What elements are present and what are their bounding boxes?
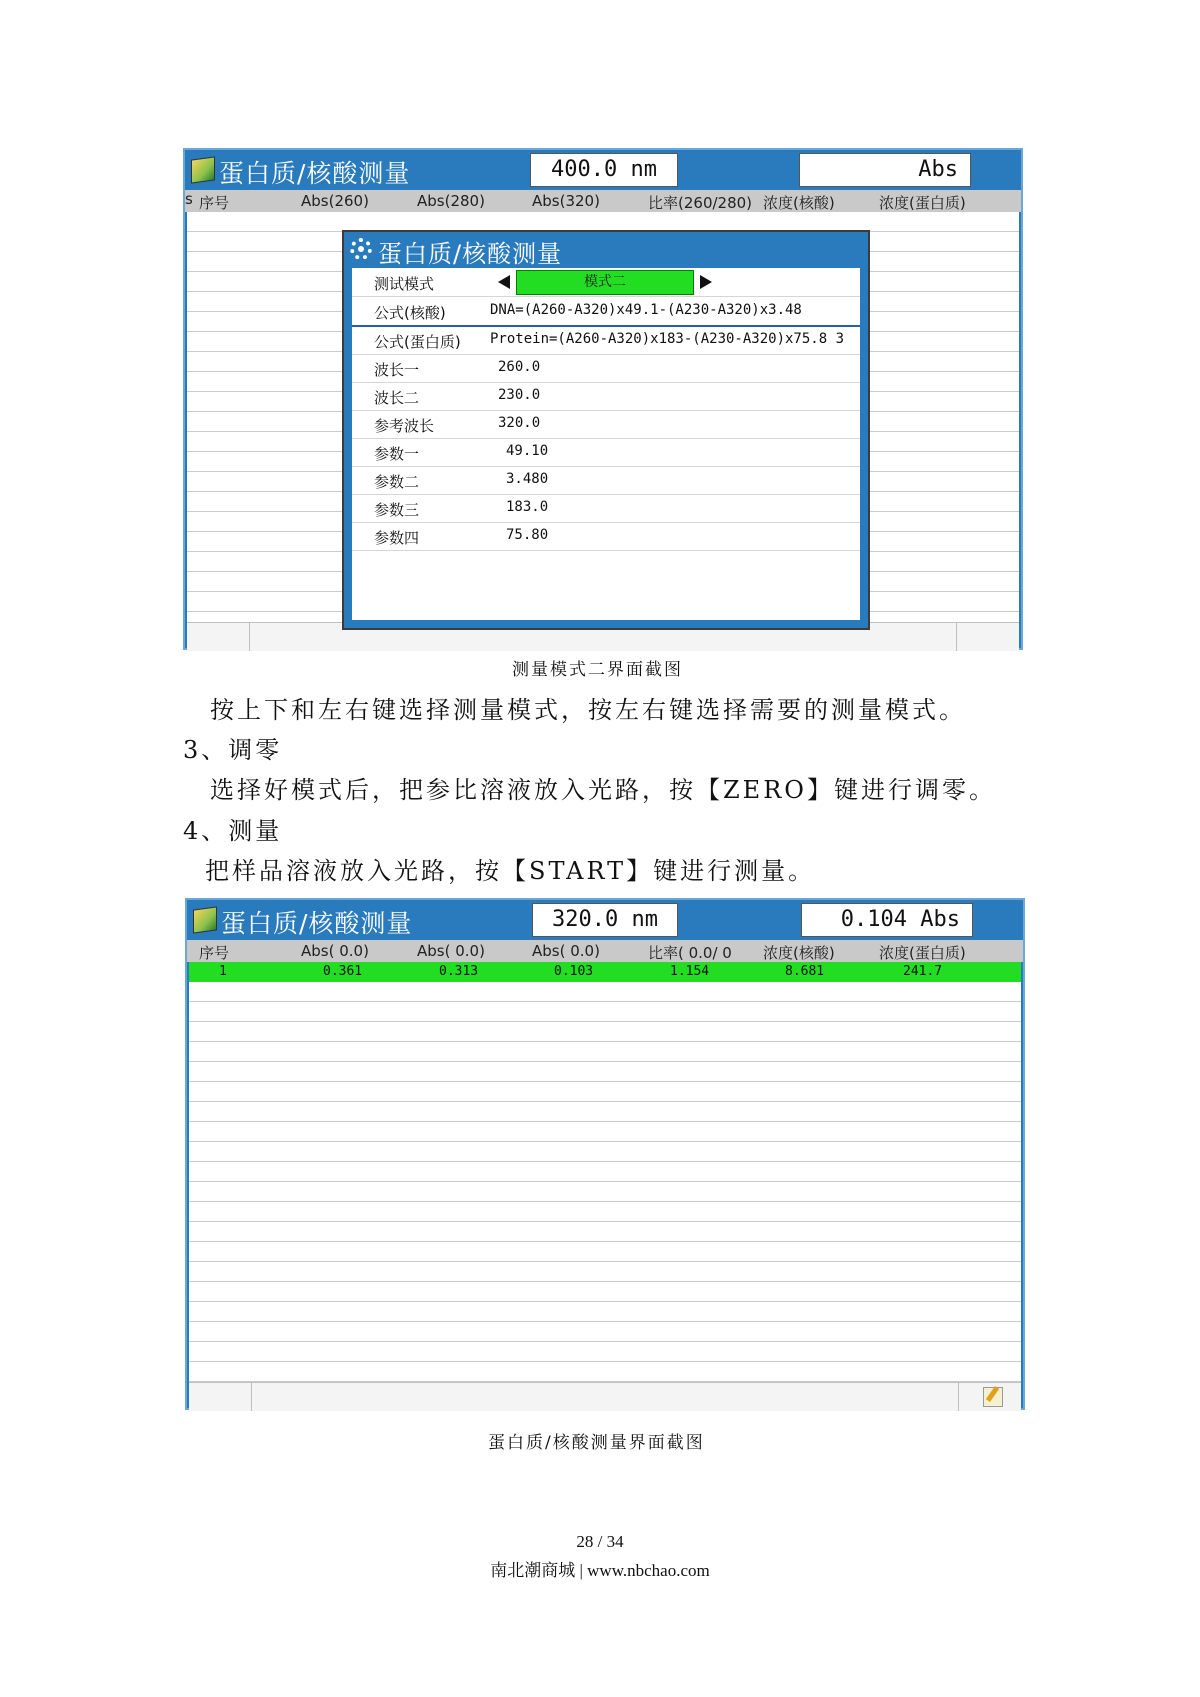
row-test-mode[interactable]	[352, 268, 860, 297]
site-footer: 南北潮商城 | www.nbchao.com	[490, 1561, 710, 1580]
row-formula-protein	[352, 326, 860, 355]
screen-title: 蛋白质/核酸测量	[219, 159, 411, 188]
value-param-3: 183.0	[506, 499, 549, 515]
cell-ratio: 1.154	[670, 964, 710, 979]
cell-index: 1	[219, 964, 227, 979]
status-bar	[189, 1382, 1021, 1411]
col-abs2: Abs(280)	[417, 192, 485, 210]
screen-title-bar	[187, 900, 1023, 940]
mode-two-screen	[183, 148, 1023, 650]
cell-abs2: 0.313	[439, 964, 479, 979]
paragraph-zero: 选择好模式后，把参比溶液放入光路，按【ZERO】键进行调零。	[210, 776, 996, 804]
value-wavelength-2: 230.0	[498, 387, 541, 403]
caption-2: 蛋白质/核酸测量界面截图	[488, 1433, 705, 1453]
screen-title-bar	[185, 150, 1021, 190]
row-wavelength-1	[352, 354, 860, 383]
arrow-left-icon[interactable]	[498, 275, 510, 289]
data-grid	[189, 982, 1021, 1382]
measurement-screen	[185, 898, 1025, 1410]
value-param-2: 3.480	[506, 471, 549, 487]
heading-measure: 4、测量	[183, 817, 283, 845]
col-index: 序号	[199, 194, 230, 212]
table-row[interactable]	[189, 962, 1021, 982]
row-param-2	[352, 466, 860, 495]
screen-title: 蛋白质/核酸测量	[221, 909, 413, 938]
cell-abs3: 0.103	[554, 964, 594, 979]
label-wavelength-2: 波长二	[374, 389, 420, 407]
row-param-1	[352, 438, 860, 467]
col-conc-nucleic: 浓度(核酸)	[763, 944, 835, 962]
col-abs1: Abs( 0.0)	[301, 942, 369, 960]
wavelength-display: 400.0 nm	[530, 153, 678, 187]
mode-selector[interactable]: 模式二	[516, 270, 694, 295]
label-param-3: 参数三	[374, 501, 420, 519]
col-abs3: Abs(320)	[532, 192, 600, 210]
row-param-3	[352, 494, 860, 523]
col-conc-nucleic: 浓度(核酸)	[763, 194, 835, 212]
reading-display: 0.104 Abs	[801, 903, 973, 937]
label-ref-wavelength: 参考波长	[374, 417, 435, 435]
col-conc-protein: 浓度(蛋白质)	[879, 194, 966, 212]
row-wavelength-2	[352, 382, 860, 411]
label-wavelength-1: 波长一	[374, 361, 420, 379]
cell-conc-protein: 241.7	[903, 964, 943, 979]
col-ratio: 比率( 0.0/ 0	[648, 944, 732, 962]
label-formula-protein: 公式(蛋白质)	[374, 333, 461, 351]
label-param-1: 参数一	[374, 445, 420, 463]
value-formula-nucleic: DNA=(A260-A320)x49.1-(A230-A320)x3.48	[490, 302, 802, 318]
page-number: 28 / 34	[576, 1532, 624, 1551]
caption-1: 测量模式二界面截图	[512, 660, 683, 680]
dialog-title: 蛋白质/核酸测量	[378, 240, 563, 268]
paragraph-1: 按上下和左右键选择测量模式，按左右键选择需要的测量模式。	[210, 696, 966, 724]
value-wavelength-1: 260.0	[498, 359, 541, 375]
value-ref-wavelength: 320.0	[498, 415, 541, 431]
cell-conc-nucleic: 8.681	[785, 964, 825, 979]
wavelength-display: 320.0 nm	[532, 903, 678, 937]
settings-dialog	[342, 230, 870, 630]
paragraph-measure: 把样品溶液放入光路，按【START】键进行测量。	[205, 857, 816, 885]
value-param-1: 49.10	[506, 443, 549, 459]
col-conc-protein: 浓度(蛋白质)	[879, 944, 966, 962]
col-index: 序号	[199, 944, 230, 962]
value-param-4: 75.80	[506, 527, 549, 543]
col-abs3: Abs( 0.0)	[532, 942, 600, 960]
dialog-body	[352, 268, 860, 620]
gear-icon	[350, 238, 372, 260]
table-header	[187, 940, 1023, 962]
label-param-2: 参数二	[374, 473, 420, 491]
table-header: 序号 Abs(260) Abs(280) Abs(320) s 比率(260/280) 浓度(核酸) 浓度(蛋白质)	[185, 190, 1021, 212]
arrow-right-icon[interactable]	[700, 275, 712, 289]
app-logo-icon	[191, 156, 215, 183]
col-abs2: Abs( 0.0)	[417, 942, 485, 960]
reading-display: Abs	[799, 153, 971, 187]
col-abs1: Abs(260)	[301, 192, 369, 210]
label-formula-nucleic: 公式(核酸)	[374, 304, 446, 322]
cell-abs1: 0.361	[323, 964, 363, 979]
row-formula-nucleic	[352, 297, 860, 327]
row-param-4	[352, 522, 860, 551]
label-param-4: 参数四	[374, 529, 420, 547]
heading-zero: 3、调零	[183, 736, 283, 764]
edit-icon[interactable]	[983, 1387, 1003, 1407]
value-formula-protein: Protein=(A260-A320)x183-(A230-A320)x75.8 3	[490, 331, 845, 347]
row-ref-wavelength	[352, 410, 860, 439]
label-test-mode: 测试模式	[374, 275, 435, 293]
app-logo-icon	[193, 906, 217, 933]
col-ratio: 比率(260/280)	[648, 194, 753, 212]
